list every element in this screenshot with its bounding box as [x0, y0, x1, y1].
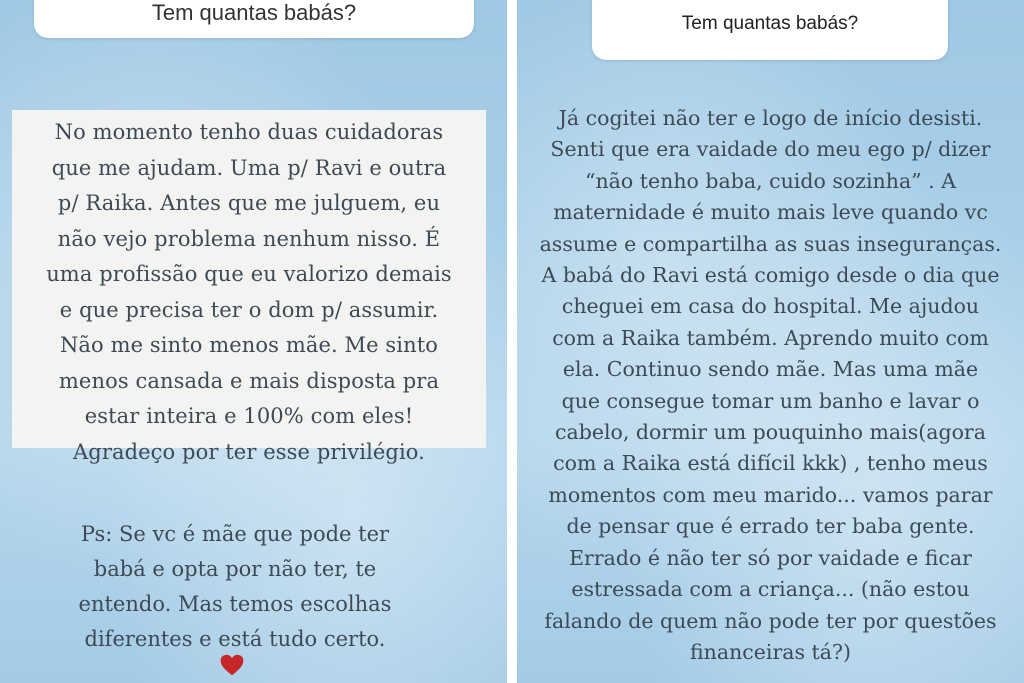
left-main-line: que me ajudam. Uma p/ Ravi e outra: [51, 155, 447, 180]
right-main-line: assume e compartilha as suas inseguranças.: [539, 231, 1002, 256]
right-main-line: financeiras tá?): [690, 639, 851, 664]
right-main-line: falando de quem não pode ter por questões: [544, 608, 997, 633]
right-main-line: com a Raika também. Aprendo muito com: [552, 325, 989, 350]
right-main-line: Já cogitei não ter e logo de início desisti.: [558, 106, 983, 130]
right-main-line: Senti que era vaidade do meu ego p/ dizer: [550, 137, 991, 162]
right-main-line: ela. Continuo sendo mãe. Mas uma mãe: [562, 357, 979, 382]
heart-icon: [219, 652, 245, 678]
right-main-line: cheguei em casa do hospital. Me ajudou: [561, 294, 980, 319]
left-ps-line: diferentes e está tudo certo.: [84, 627, 386, 651]
left-main-line: p/ Raika. Antes que me julguem, eu: [57, 191, 441, 215]
right-main-line: cabelo, dormir um pouquinho mais(agora: [555, 420, 986, 445]
right-question-sticker[interactable]: [592, 0, 948, 60]
right-question-text: Tem quantas babás?: [681, 13, 859, 34]
right-main-line: “não tenho baba, cuido sozinha” . A: [584, 168, 957, 193]
left-main-line: não vejo problema nenhum nisso. É: [57, 226, 441, 251]
right-story-panel: [517, 0, 1024, 683]
right-main-line: com a Raika está difícil kkk) , tenho meus: [553, 451, 988, 476]
left-main-line: estar inteira e 100% com eles!: [84, 404, 414, 428]
right-main-line: que consegue tomar um banho e lavar o: [561, 388, 980, 413]
left-main-line: Agradeço por ter esse privilégio.: [73, 439, 425, 464]
left-story-panel: [0, 0, 507, 683]
right-main-line: maternidade é muito mais leve quando vc: [553, 200, 988, 225]
right-main-line: de pensar que é errado ter baba gente.: [566, 514, 975, 539]
left-main-line: e que precisa ter o dom p/ assumir.: [59, 297, 439, 322]
left-question-sticker[interactable]: [34, 0, 474, 38]
left-ps-line: babá e opta por não ter, te: [93, 557, 377, 581]
left-main-line: Não me sinto menos mãe. Me sinto: [59, 333, 439, 357]
right-main-line: estressada com a criança... (não estou: [571, 577, 970, 602]
right-main-line: A babá do Ravi está comigo desde o dia que: [541, 263, 1000, 288]
left-main-line: menos cansada e mais disposta pra: [58, 368, 440, 393]
left-ps-text-block: [30, 517, 440, 657]
left-ps-line: entendo. Mas temos escolhas: [78, 592, 392, 616]
left-main-text-block: [12, 110, 486, 464]
left-question-text: Tem quantas babás?: [151, 0, 357, 25]
right-main-text-block: [525, 103, 1016, 668]
left-main-line: uma profissão que eu valorizo demais: [46, 262, 452, 286]
left-ps-line: Ps: Se vc é mãe que pode ter: [80, 522, 390, 546]
left-main-line: No momento tenho duas cuidadoras: [54, 120, 444, 144]
right-main-line: Errado é não ter só por vaidade e ficar: [569, 545, 972, 570]
right-main-line: momentos com meu marido... vamos parar: [548, 482, 993, 507]
